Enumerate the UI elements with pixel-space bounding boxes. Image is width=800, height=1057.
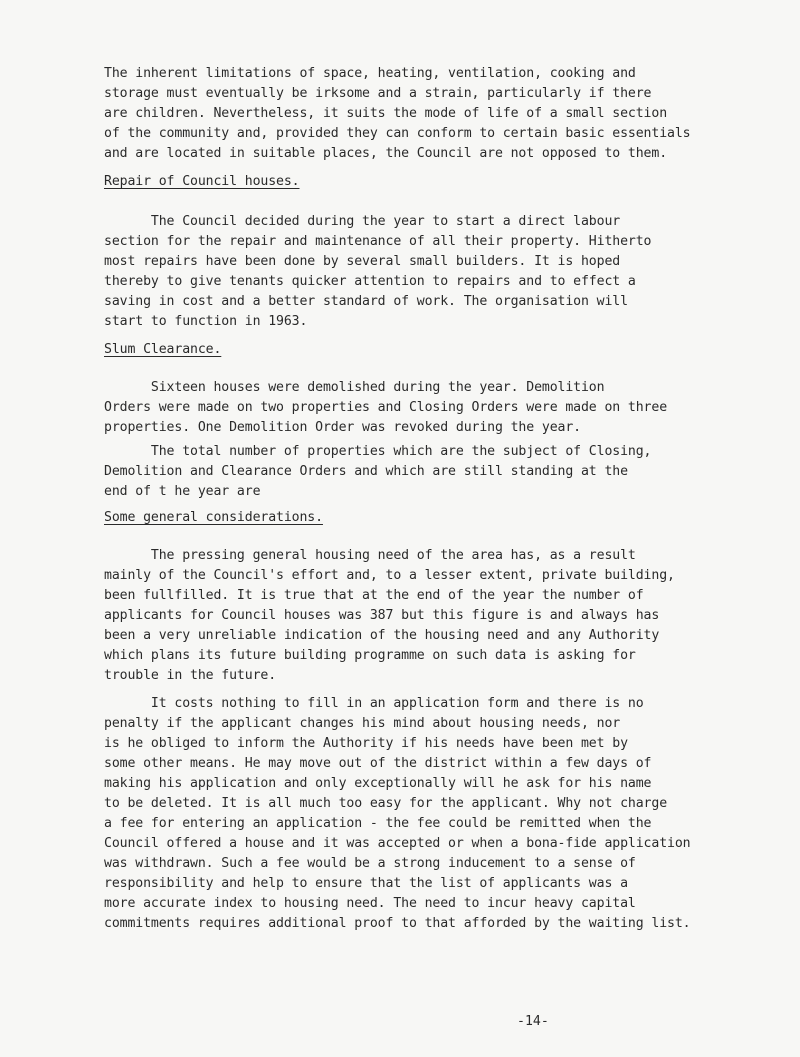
general-considerations-paragraph-2: It costs nothing to fill in an application form and there is no penalty if the applicant changes his mind about housing needs, nor is he obliged to inform the Authority if his needs have been met by some other means. He may move out of the district within a few days of making his application and only exceptionally will he ask for his name to be deleted. It is all much too easy for the applicant. Why not charge a fee for entering an application - the fee could be remitted when the Council offered a house and it was accepted or when a bona-fide application was withdrawn. Such a fee would be a strong inducement to a sense of responsibility and help to ensure that the list of applicants was a more accurate index to housing need. The need to incur heavy capital commitments requires additional proof to that afforded by the waiting list. xyxy=(104,696,691,931)
slum-clearance-paragraph-1: Sixteen houses were demolished during the year. Demolition Orders were made on two properties and Closing Orders were made on three properties. One Demolition Order was revoked during the year. xyxy=(104,380,668,435)
section-heading-repair: Repair of Council houses. xyxy=(104,174,300,189)
section-heading-general-considerations: Some general considerations. xyxy=(104,510,323,525)
intro-paragraph: The inherent limitations of space, heating, ventilation, cooking and storage must eventually be irksome and a strain, particularly if there are children. Nevertheless, it suits the mode of life of a small section of the community and, provided they can conform to certain basic essentials and are located in suitable places, the Council are not opposed to them. xyxy=(104,66,691,161)
slum-clearance-paragraph-2: The total number of properties which are the subject of Closing, Demolition and Clearance Orders and which are still standing at the end of t he year are xyxy=(104,444,652,499)
section-heading-slum-clearance: Slum Clearance. xyxy=(104,342,222,357)
page-number: -14- xyxy=(517,1014,549,1029)
repair-paragraph: The Council decided during the year to start a direct labour section for the repair and maintenance of all their property. Hitherto most repairs have been done by several small builders. It is hoped thereby to give tenants quicker attention to repairs and to effect a saving in cost and a better standard of work. The organisation will start to function in 1963. xyxy=(104,214,652,329)
general-considerations-paragraph-1: The pressing general housing need of the area has, as a result mainly of the Council's effort and, to a lesser extent, private building, been fullfilled. It is true that at the end of the year the number of applicants for Council houses was 387 but this figure is and always has been a very unreliable indication of the housing need and any Authority which plans its future building programme on such data is asking for trouble in the future. xyxy=(104,548,675,683)
